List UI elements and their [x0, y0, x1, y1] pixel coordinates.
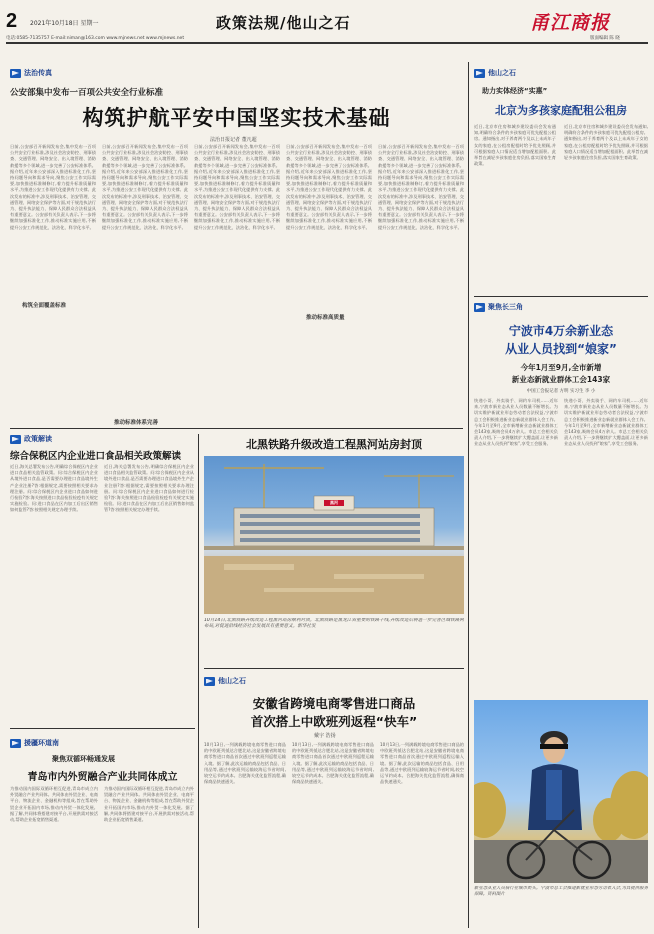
- contact-line: 电话:0585-7135757 E-mail:niman@163.com www.mjnews.net www.mjnews.net: [6, 36, 185, 41]
- section-tag: 聚焦长三角: [474, 302, 523, 312]
- section-divider: [10, 728, 195, 729]
- column-divider: [468, 62, 469, 928]
- column-divider: [198, 434, 199, 928]
- tag-icon: [204, 677, 215, 686]
- photo-caption: 10月14日,北黑铁路升级改造工程黑河站房顺利封顶。北黑铁路是黑龙江省重要的铁路干线,升级改造后将进一步完善区域铁路网布局,对促进沿线经济社会发展具有重要意义。新华社发: [204, 618, 464, 630]
- article-anhui-ecommerce: [204, 674, 464, 928]
- article-headline-line1: 宁波市4万余新业态: [508, 324, 614, 338]
- photo-caption: 新业态从业人员骑行在城市街头。宁波市总工会推进新就业形态劳动者入会,为其提供服务保障。资料图片: [474, 886, 648, 898]
- station-illustration: [204, 456, 464, 614]
- subhead: 推动标准体系完善: [114, 420, 159, 426]
- article-headline: 构筑护航平安中国坚实技术基础: [82, 106, 391, 130]
- article-beijing-housing: [474, 64, 648, 294]
- section-divider: [474, 296, 648, 297]
- article-kicker: 公安部集中发布一百项公共安全行业标准: [10, 88, 164, 98]
- article-subheadline-line2: 新业态新就业群体工会143家: [511, 375, 611, 384]
- article-headline-line1: 安徽省跨境电商零售进口商品: [252, 696, 416, 711]
- body-column-4: 日前,公安部召开新闻发布会,集中发布一百项公共安全行业标准,涉及社会治安防控、刑事侦查、交通管理、网络安全、出入境管理、消防救援等多个领域,进一步完善了公安标准体系。据介绍,近年来公安部深入推进标准化工作,坚持问题导向和需求导向,聚焦公安工作实际需要,加快推进标准制修订,着力提升标准质量和水平,为推进公安工作现代化提供有力支撑。此次发布的标准中,涉及刑事技术、治安管理、交通管理、网络安全保护等方面,对于规范执法行为、提升执法能力、保障人民群众合法权益具有重要意义。公安部有关负责人表示,下一步将继续加强标准化工作,推动标准实施应用,不断提升公安工作规范化、法治化、科学化水平。: [286, 144, 372, 230]
- body-column-1: 10月13日,一列满载跨境电商零售进口商品的中欧班列抵达合肥北站,这是安徽省跨境电商零售进口商品首次通过中欧班列返程运输入境。据了解,此次运输的商品包括食品、日用品等,通过中欧班列运输较海运节省时间,较空运节约成本。合肥海关优化监管流程,确保商品快速通关。: [204, 742, 286, 785]
- body-column-1: 近日,北京市住房和城乡建设委员会发布通知,明确符合条件的多孩家庭可优先配租公租房。通知指出,对于养育两个及以上未成年子女的家庭,在公租房配租时给予优先照顾,并可根据家庭人口情况适当增加配租面积。此举旨在减轻多孩家庭住房负担,落实国家生育政策。: [474, 124, 556, 167]
- body-column-1: 日前,公安部召开新闻发布会,集中发布一百项公共安全行业标准,涉及社会治安防控、刑事侦查、交通管理、网络安全、出入境管理、消防救援等多个领域,进一步完善了公安标准体系。据介绍,近年来公安部深入推进标准化工作,坚持问题导向和需求导向,聚焦公安工作实际需要,加快推进标准制修订,着力提升标准质量和水平,为推进公安工作现代化提供有力支撑。此次发布的标准中,涉及刑事技术、治安管理、交通管理、网络安全保护等方面,对于规范执法行为、提升执法能力、保障人民群众合法权益具有重要意义。公安部有关负责人表示,下一步将继续加强标准化工作,推动标准实施应用,不断提升公安工作规范化、法治化、科学化水平。: [10, 144, 96, 230]
- tag-icon: [474, 69, 485, 78]
- section-tag: 法治传真: [10, 68, 52, 78]
- tag-icon: [10, 739, 21, 748]
- station-sign: 黑河: [330, 500, 338, 505]
- section-tag: 他山之石: [204, 676, 246, 686]
- article-qingdao-trade: [10, 738, 195, 928]
- article-kicker: 助力实体经济“实惠”: [482, 87, 548, 95]
- article-headline-line2: 从业人员找到“娘家”: [505, 342, 617, 356]
- section-divider: [10, 428, 463, 429]
- section-tag: 他山之石: [474, 68, 516, 78]
- section-tag: 援疆环道南: [10, 738, 59, 748]
- railway-station-photo: [204, 456, 464, 614]
- section-tag: 政策解读: [10, 434, 52, 444]
- body-column-1: 为推动国内国际双循环相互促进,青岛市成立内外贸融合产业共同体。共同体由外贸企业、电商平台、物流企业、金融机构等组成,旨在帮助外贸企业开拓国内市场,推动内外贸一体化发展。据了解,共同体将搭建对接平台,开展供需对接活动,帮助企业拓宽销售渠道。: [10, 786, 98, 823]
- article-food-import-policy: [10, 434, 195, 726]
- page-number: 2: [6, 10, 18, 32]
- newspaper-logo: 甬江商报: [530, 12, 611, 34]
- article-public-security-standards: [10, 64, 463, 429]
- article-kicker: 聚焦双循环畅通发展: [52, 755, 115, 763]
- photo-story-railway: [204, 434, 464, 659]
- body-column-2: 快递小哥、外卖骑手、网约车司机……近年来,宁波市新业态从业人员数量不断增长。为切实维护新就业形态劳动者合法权益,宁波市总工会积极推进新业态新就业群体入会工作。今年1月至9月,全市新增新业态新就业群体工会143家,吸纳会员4万余人。市总工会相关负责人介绍,下一步将继续扩大覆盖面,让更多新业态从业人员找到“娘家”,享受工会服务。: [564, 398, 648, 447]
- header-rule: [6, 42, 648, 44]
- issue-date: 2021年10月18日 星期一: [30, 20, 99, 27]
- body-column-2: 为推动国内国际双循环相互促进,青岛市成立内外贸融合产业共同体。共同体由外贸企业、电商平台、物流企业、金融机构等组成,旨在帮助外贸企业开拓国内市场,推动内外贸一体化发展。据了解,共同体将搭建对接平台,开展供需对接活动,帮助企业拓宽销售渠道。: [104, 786, 194, 823]
- article-byline: 中国工会报记者 方明 实习生 李 小: [526, 389, 596, 394]
- article-headline: 北京为多孩家庭配租公租房: [495, 104, 627, 117]
- article-byline: 法治日报记者 董凡超: [210, 137, 257, 143]
- subhead: 构筑全面覆盖标准: [20, 300, 68, 310]
- article-headline: 综合保税区内企业进口食品相关政策解读: [10, 451, 182, 462]
- body-column-2: 近日,北京市住房和城乡建设委员会发布通知,明确符合条件的多孩家庭可优先配租公租房。通知指出,对于养育两个及以上未成年子女的家庭,在公租房配租时给予优先照顾,并可根据家庭人口情况适当增加配租面积。此举旨在减轻多孩家庭住房负担,落实国家生育政策。: [564, 124, 648, 161]
- tag-icon: [10, 435, 21, 444]
- body-column-3: 日前,公安部召开新闻发布会,集中发布一百项公共安全行业标准,涉及社会治安防控、刑事侦查、交通管理、网络安全、出入境管理、消防救援等多个领域,进一步完善了公安标准体系。据介绍,近年来公安部深入推进标准化工作,坚持问题导向和需求导向,聚焦公安工作实际需要,加快推进标准制修订,着力提升标准质量和水平,为推进公安工作现代化提供有力支撑。此次发布的标准中,涉及刑事技术、治安管理、交通管理、网络安全保护等方面,对于规范执法行为、提升执法能力、保障人民群众合法权益具有重要意义。公安部有关负责人表示,下一步将继续加强标准化工作,推动标准实施应用,不断提升公安工作规范化、法治化、科学化水平。: [194, 144, 280, 230]
- tag-icon: [474, 303, 485, 312]
- body-column-5: 日前,公安部召开新闻发布会,集中发布一百项公共安全行业标准,涉及社会治安防控、刑事侦查、交通管理、网络安全、出入境管理、消防救援等多个领域,进一步完善了公安标准体系。据介绍,近年来公安部深入推进标准化工作,坚持问题导向和需求导向,聚焦公安工作实际需要,加快推进标准制修订,着力提升标准质量和水平,为推进公安工作现代化提供有力支撑。此次发布的标准中,涉及刑事技术、治安管理、交通管理、网络安全保护等方面,对于规范执法行为、提升执法能力、保障人民群众合法权益具有重要意义。公安部有关负责人表示,下一步将继续加强标准化工作,推动标准实施应用,不断提升公安工作规范化、法治化、科学化水平。: [378, 144, 464, 230]
- cyclist-illustration: [474, 700, 648, 883]
- article-headline-line2: 首次搭上中欧班列返程“快车”: [250, 714, 418, 729]
- photo-headline: 北黑铁路升级改造工程黑河站房封顶: [246, 438, 422, 451]
- body-column-1: 近日,海关总署发布公告,明确综合保税区内企业进口食品相关监管政策。问:综合保税区内企业从境外进口食品,是否需要办理进口食品境外生产企业注册?答:根据规定,需要按照相关要求办理注册。问:综合保税区内企业进口食品如何进行检验?答:海关按照进口食品检验检疫有关规定实施检验。问:进口食品在区内加工后出区销售如何监管?答:按照相关规定办理手续。: [10, 464, 98, 513]
- section-title: 政策法规/他山之石: [216, 14, 351, 32]
- subhead: 推动标准高质量: [304, 312, 347, 322]
- tag-icon: [10, 69, 21, 78]
- page-header: [0, 0, 654, 46]
- section-divider: [204, 668, 464, 669]
- article-byline: 戴宇 浩扬: [314, 733, 336, 739]
- body-column-2: 10月13日,一列满载跨境电商零售进口商品的中欧班列抵达合肥北站,这是安徽省跨境电商零售进口商品首次通过中欧班列返程运输入境。据了解,此次运输的商品包括食品、日用品等,通过中欧班列运输较海运节省时间,较空运节约成本。合肥海关优化监管流程,确保商品快速通关。: [292, 742, 374, 785]
- article-ningbo-workers: [474, 300, 648, 698]
- cyclist-photo: [474, 700, 648, 883]
- body-column-3: 10月13日,一列满载跨境电商零售进口商品的中欧班列抵达合肥北站,这是安徽省跨境电商零售进口商品首次通过中欧班列返程运输入境。据了解,此次运输的商品包括食品、日用品等,通过中欧班列运输较海运节省时间,较空运节约成本。合肥海关优化监管流程,确保商品快速通关。: [380, 742, 464, 785]
- article-subheadline-line1: 今年1月至9月,全市新增: [520, 363, 602, 372]
- body-column-2: 近日,海关总署发布公告,明确综合保税区内企业进口食品相关监管政策。问:综合保税区内企业从境外进口食品,是否需要办理进口食品境外生产企业注册?答:根据规定,需要按照相关要求办理注册。问:综合保税区内企业进口食品如何进行检验?答:海关按照进口食品检验检疫有关规定实施检验。问:进口食品在区内加工后出区销售如何监管?答:按照相关规定办理手续。: [104, 464, 194, 513]
- editor-credit: 版面编辑 陈 晓: [590, 36, 620, 41]
- article-headline: 青岛市内外贸融合产业共同体成立: [27, 772, 178, 783]
- body-column-1: 快递小哥、外卖骑手、网约车司机……近年来,宁波市新业态从业人员数量不断增长。为切实维护新就业形态劳动者合法权益,宁波市总工会积极推进新业态新就业群体入会工作。今年1月至9月,全市新增新业态新就业群体工会143家,吸纳会员4万余人。市总工会相关负责人介绍,下一步将继续扩大覆盖面,让更多新业态从业人员找到“娘家”,享受工会服务。: [474, 398, 558, 447]
- body-column-2: 日前,公安部召开新闻发布会,集中发布一百项公共安全行业标准,涉及社会治安防控、刑事侦查、交通管理、网络安全、出入境管理、消防救援等多个领域,进一步完善了公安标准体系。据介绍,近年来公安部深入推进标准化工作,坚持问题导向和需求导向,聚焦公安工作实际需要,加快推进标准制修订,着力提升标准质量和水平,为推进公安工作现代化提供有力支撑。此次发布的标准中,涉及刑事技术、治安管理、交通管理、网络安全保护等方面,对于规范执法行为、提升执法能力、保障人民群众合法权益具有重要意义。公安部有关负责人表示,下一步将继续加强标准化工作,推动标准实施应用,不断提升公安工作规范化、法治化、科学化水平。: [102, 144, 188, 230]
